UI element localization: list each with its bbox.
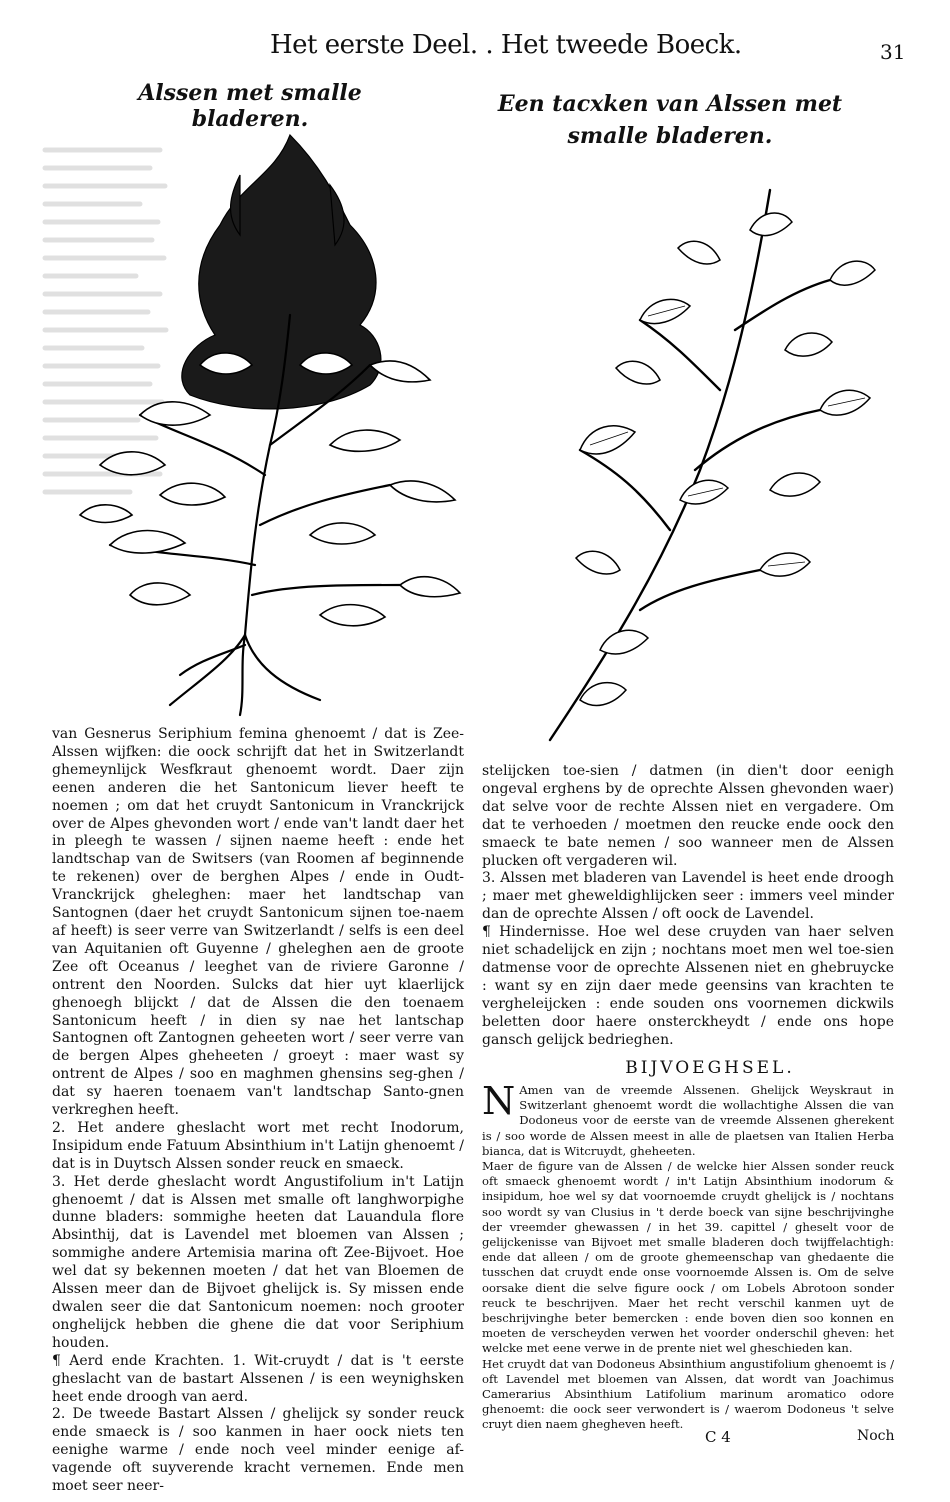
left-paragraph-3: 3. Het derde gheslacht wordt Angustifolium in't Latijn ghenoemt / dat is Alssen met smalle oft langhworpighe dunne bladers: sommighe heeten dat Lauandula flore Absinthij, dat is Lavendel met bloemen van Alssen ; sommighe andere Artemisia marina oft Zee-Bijvoet. Hoe wel dat sy bekennen moeten / dat het van Bloemen de Alssen meer dan de Bijvoet ghelijck is. Sy missen ende dwalen seer die dat Santonicum noemen: noch grooter onghelijck hebben die ghene die dat voor Seriphium houden.: [52, 1173, 464, 1351]
appendix-paragraph-1-text: Amen van de vreemde Alssenen. Ghelijck Weyskraut in Switzerlant ghenoemt wordt die wollachtighe Alssen die van Dodoneus voor de eerste van de vreemde Alssenen gherekent is / soo worde de Alssen meest in alle de plaetsen van Italien Herba bianca, dat is Witcruydt, gheheeten.: [482, 1083, 894, 1158]
appendix-paragraph-1: [482, 1079, 894, 1159]
drop-cap: N: [482, 1079, 516, 1123]
left-text-column: [52, 726, 464, 1496]
right-text-column: [482, 763, 894, 1050]
woodcut-plant-left: [40, 115, 470, 720]
figure-caption-right: Een tacxken van Alssen met smalle bladeren.: [497, 91, 843, 149]
right-paragraph-3: ¶ Hindernisse. Hoe wel dese cruyden van haer selven niet schadelijck en zijn ; nochtans moet men wel toe-sien datmense voor de oprechte Alssenen niet en ghebruycke : want sy en zijn daer mede geensins van krachten te vergheleijcken : ende souden ons voornemen dickwils beletten door haere onsterckheydt / ende ons hope gansch gelijck bedrieghen.: [482, 924, 894, 1048]
appendix-title: BIJVOEGHSEL.: [625, 1058, 795, 1078]
left-paragraph-2: 2. Het andere gheslacht wort met recht Inodorum, Insipidum ende Fatuum Absinthium in't Latijn ghenoemt / dat is in Duytsch Alssen sonder reuck en smaeck.: [52, 1119, 464, 1172]
page-number: 31: [880, 40, 906, 64]
left-paragraph-4: ¶ Aerd ende Krachten. 1. Wit-cruydt / dat is 't eerste gheslacht van de bastart Alssenen / is een weynighsken heet ende droogh van aerd.: [52, 1352, 464, 1405]
right-paragraph-1: stelijcken toe-sien / datmen (in dien't door eenigh ongeval erghens by de oprechte Alssen ghevonden waer) dat selve voor de rechte Alssen niet en vergadere. Om dat te verhoeden / moetmen den reucke ende oock den smaeck te bate nemen / soo wanneer men de Alssen plucken oft vergaderen wil.: [482, 763, 894, 869]
left-paragraph-1: van Gesnerus Seriphium femina ghenoemt / dat is Zee-Alssen wijfken: die oock schrijft dat het in Switzerlandt ghemeynlijck Wesfkraut ghenoemt wordt. Daer zijn eenen anderen die het Santonicum liever heeft te noemen ; om dat het cruydt Santonicum in Vranckrijck over de Alpes ghevonden wort / ende van't landt daer het in pleegh te wassen / sijnen naeme heeft : ende het landtschap van de Switsers (van Roomen af beginnende te rekenen) over de berghen Alpes / ende in Oudt-Vranckrijck gheleghen: maer het landtschap van Santognen (daer het cruydt Santonicum sijnen toe-naem af heeft) is seer verre van Switzerlandt / selfs is een deel van Aquitanien oft Guyenne / gheleghen aen de groote Zee oft Oceanus / leeghet van de riviere Garonne / ontrent den Noorden. Sulcks dat hier uyt klaerlijck ghenoegh blijckt / dat de Alssen die den toenaem Santonicum heeft / in dien sy nae het lantschap Santognen oft Zantognen geheeten wort / seer verre van de bergen Alpes gheheeten / groeyt : maer wast sy ontrent de Alpes / soo en maghmen ghensins seg-ghen / dat sy haeren toenaem van't landtschap Santo-gnen verkreghen heeft.: [52, 726, 464, 1119]
figure-caption-left: Alssen met smalle bladeren.: [138, 80, 362, 132]
signature-mark: C 4: [705, 1428, 731, 1446]
appendix-text: [482, 1079, 894, 1433]
running-head: Het eerste Deel. . Het tweede Boeck.: [270, 30, 742, 60]
appendix-paragraph-2: Maer de figure van de Alssen / de welcke hier Alssen sonder reuck oft smaeck ghenoemt wordt / in't Latijn Absinthium inodorum & insipidum, hoe wel sy dat voornoemde cruydt ghelijck is / nochtans soo wordt sy van Clusius in 't derde boeck van sijne beschrijvinghe der vreemder ghewassen / in het 39. capittel / gheselt voor de gelijckenisse van Bijvoet met smalle bladeren doch twijffelachtigh: ende dat alleen / om de groote ghemeenschap van ghedaente die tusschen dat cruydt ende onse voornoemde Alssen is. Om de selve oorsake dient die selve figure oock / om Lobels Abrotoon sonder reuck te beschrijven. Maer het recht verschil kanmen uyt de beschrijvinghe beter bemercken : ende boven dien soo konnen en moeten de verscheyden verwen het voorder onderschil gheven: het welcke met eene verwe in de prente niet wel gheschieden kan.: [482, 1159, 894, 1356]
left-paragraph-5: 2. De tweede Bastart Alssen / ghelijck sy sonder reuck ende smaeck is / soo kanmen in haer oock niets ten eenighe warme / ende noch veel minder eenige af-vagende oft suyverende kracht vernemen. Ende men moet seer neer-: [52, 1406, 464, 1495]
catchword: Noch: [857, 1428, 895, 1444]
right-paragraph-2: 3. Alssen met bladeren van Lavendel is heet ende droogh ; maer met gheweldighlijcken seer : immers veel minder dan de oprechte Alssen / oft oock de Lavendel.: [482, 870, 894, 923]
woodcut-sprig-right: [520, 170, 880, 760]
appendix-paragraph-3: Het cruydt dat van Dodoneus Absinthium angustifolium ghenoemt is / oft Lavendel met bloemen van Alssen, dat wordt van Joachimus Camerarius Absinthium Latifolium marinum aromatico odore ghenoemt: die oock seer verwondert is / waerom Dodoneus 't selve cruyt dien naem ghegheven heeft.: [482, 1356, 894, 1432]
